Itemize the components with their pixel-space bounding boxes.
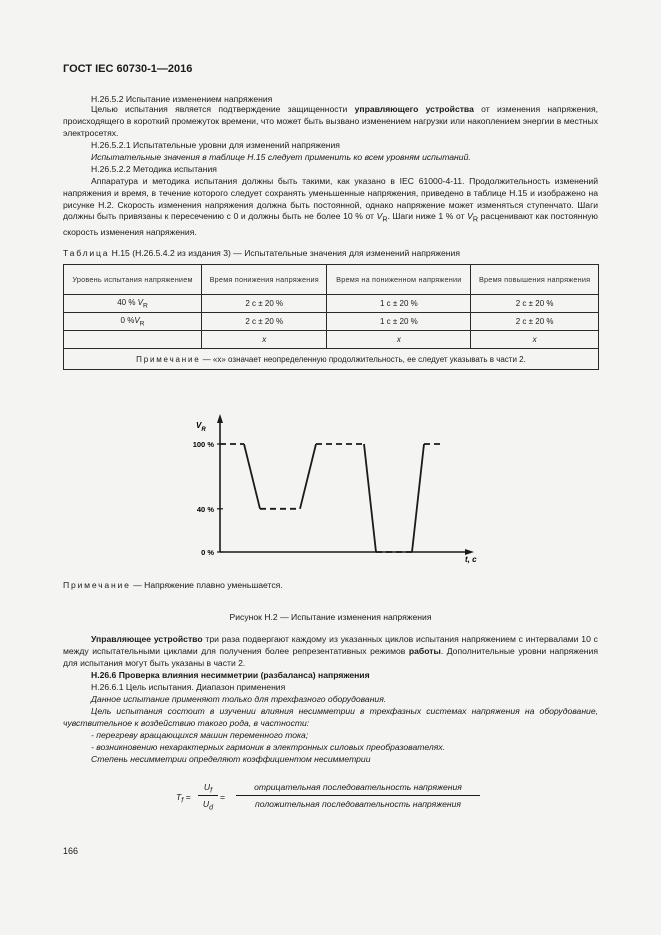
series-segment-ramp [412,444,424,552]
table-note: Примечание — «x» означает неопределенную продолжительность, ее следует указывать в части 2. [64,349,599,370]
section-heading-h26-6-1: H.26.6.1 Цель испытания. Диапазон применения [91,682,286,692]
section-heading-h26-5-2: H.26.5.2 Испытание изменением напряжения [91,94,273,104]
series-segment-ramp [244,444,260,509]
paragraph-scope: Данное испытание применяют только для трехфазного оборудования. [91,694,387,704]
fraction-bar [198,795,218,796]
table-cell: x [471,331,599,349]
header-reduced-time: Время на пониженном напряжении [327,265,471,295]
table-cell: x [202,331,327,349]
y-axis-label: $V_R$ [196,421,206,433]
y-ticks [193,440,223,557]
formula-text-numerator: отрицательная последовательность напряжения [254,782,462,792]
fraction-bar [236,795,480,796]
section-heading-h26-5-2-1: H.26.5.2.1 Испытательные уровни для изменений напряжения [91,140,340,150]
list-item: - возникновению нехарактерных гармоник в электронных силовых преобразователях. [91,742,446,752]
table-cell: 1 с ± 20 % [327,295,471,313]
formula-numerator: $U_f$ [203,782,213,795]
header-fall-time: Время понижения напряжения [202,265,327,295]
page-header: ГОСТ IEC 60730-1—2016 [63,63,193,75]
series-segment-ramp [300,444,316,509]
formula-text-denominator: положительная последовательность напряжения [255,799,461,809]
test-values-table [63,264,599,370]
header-rise-time: Время повышения напряжения [471,265,599,295]
formula-lhs: $T_f$ = [176,792,191,805]
table-cell-empty [64,331,202,349]
header-level: Уровень испытания напряжением [64,265,202,295]
paragraph-method: Аппаратура и методика испытания должны быть такими, как указано в IEC 61000-4-11. Продолжительность изменений напряжения и время, в течение которого следует сохранять уменьшенные напряжения, приведено в таблице H.15 и изображено на рисунке H.2. Скорость изменения напряжения должна быть постоянной, однако напряжение может изменяться ступенчато. Шаги должны быть привязаны к пересечению с 0 и должны быть не более 10 % от $V_R$. Шаги ниже 1 % от $V_R$ расценивают как постоянную скорость изменения напряжения. [63,176,599,237]
table-cell: 2 с ± 20 % [471,295,599,313]
paragraph-cycles: Управляющее устройство три раза подвергают каждому из указанных циклов испытания напряжением с интервалами 10 с между испытательными циклами для получения более репрезентативных режимов работы. Дополнительные уровни напряжения для испытания могут быть указаны в части 2. [63,634,598,668]
figure-caption: Рисунок H.2 — Испытание изменения напряжения [229,612,432,622]
page-number: 166 [63,846,79,856]
formula-denominator: $U_d$ [202,799,214,812]
paragraph-test-values: Испытательные значения в таблице H.15 следует применить ко всем уровням испытаний. [91,152,471,162]
series-line [220,444,444,552]
y-tick-label: 40 % [196,504,214,514]
cell-level-40: 40 % $V_R$ [64,295,202,313]
y-tick-label: 100 % [192,440,214,449]
y-tick-label: 0 % [201,548,214,557]
voltage-change-chart [190,410,480,570]
series-segment-ramp [364,444,376,552]
cell-level-0: 0 $\%V_R$ [64,313,202,331]
table-cell: 2 с ± 20 % [202,295,327,313]
paragraph-objective: Цель испытания состоит в изучении влияния несимметрии в трехфазных системах напряжения на оборудование, чувствительное к воздействию такого рода, в частности: [63,706,598,728]
section-heading-h26-5-2-2: H.26.5.2.2 Методика испытания [91,164,217,174]
table-cell: 1 с ± 20 % [327,313,471,331]
formula-equals: = [220,792,226,802]
table-cell: 2 с ± 20 % [202,313,327,331]
paragraph-purpose: Целью испытания является подтверждение защищенности управляющего устройства от изменения напряжения, происходящего в короткий промежуток времени, что может быть вызвано изменением нагрузки или накоплением энергии в местных электросетях. [63,104,599,138]
figure-note: Примечание — Напряжение плавно уменьшается. [63,580,283,590]
section-heading-h26-6: H.26.6 Проверка влияния несимметрии (разбаланса) напряжения [91,670,370,680]
table-cell: x [327,331,471,349]
table-cell: 2 с ± 20 % [471,313,599,331]
list-item: - перегреву вращающихся машин переменного тока; [91,730,309,740]
table-caption: Таблица H.15 (H.26.5.4.2 из издания 3) — Испытательные значения для изменений напряжения [63,248,460,258]
x-axis-label: t, с [465,555,477,564]
paragraph-degree: Степень несимметрии определяют коэффициентом несимметрии [91,754,371,764]
y-axis-arrow [217,414,223,423]
